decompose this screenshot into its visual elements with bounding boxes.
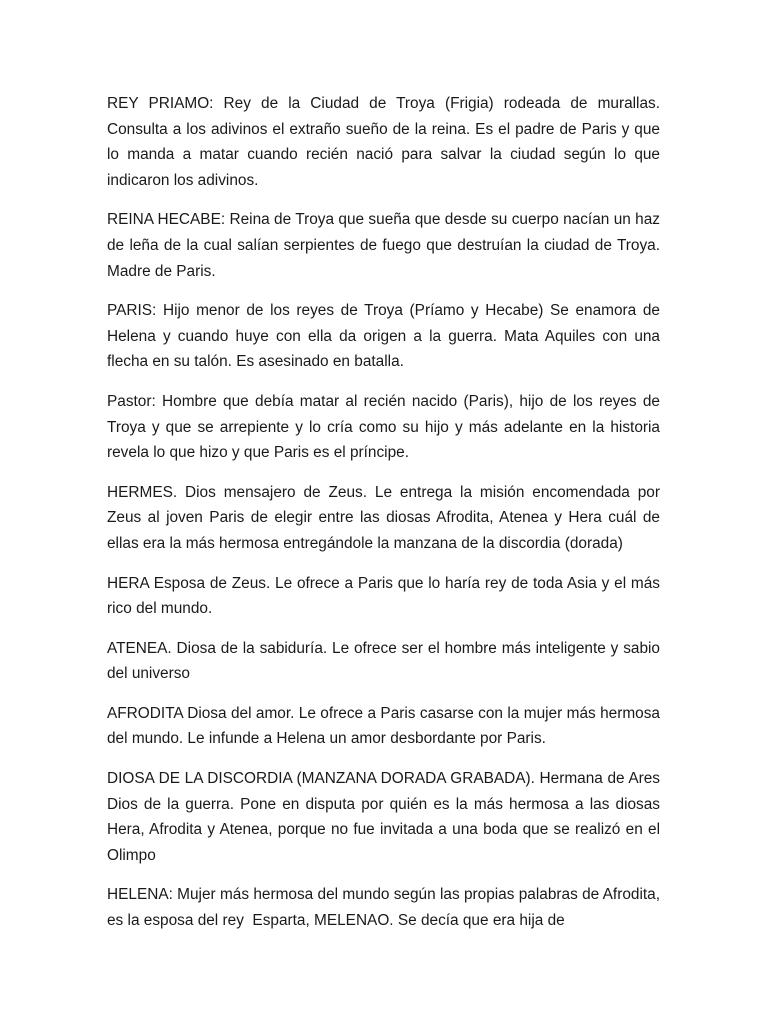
paragraph-hermes: HERMES. Dios mensajero de Zeus. Le entrega la misión encomendada por Zeus al joven Paris de elegir entre las diosas Afrodita, Atenea y Hera cuál de ellas era la más hermosa entregándole la manzana de la discordia (dorada) (107, 483, 665, 552)
paragraph-afrodita: AFRODITA Diosa del amor. Le ofrece a Paris casarse con la mujer más hermosa del mundo. Le infunde a Helena un amor desbordante por Paris. (107, 704, 665, 748)
paragraph-rey-priamo: REY PRIAMO: Rey de la Ciudad de Troya (Frigia) rodeada de murallas. Consulta a los adivinos el extraño sueño de la reina. Es el padre de Paris y que lo manda a matar cuando recién nació para salvar la ciudad según lo que indicaron los adivinos. (107, 95, 665, 189)
paragraph-helena: HELENA: Mujer más hermosa del mundo según las propias palabras de Afrodita, es la esposa del rey Esparta, MELENAO. Se decía que era hija de (107, 886, 665, 930)
paragraph-atenea: ATENEA. Diosa de la sabiduría. Le ofrece ser el hombre más inteligente y sabio del universo (107, 639, 665, 683)
paragraph-paris: PARIS: Hijo menor de los reyes de Troya (Príamo y Hecabe) Se enamora de Helena y cuando huye con ella da origen a la guerra. Mata Aquiles con una flecha en su talón. Es asesinado en batalla. (107, 302, 665, 371)
paragraph-reina-hecabe: REINA HECABE: Reina de Troya que sueña que desde su cuerpo nacían un haz de leña de la cual salían serpientes de fuego que destruían la ciudad de Troya. Madre de Paris. (107, 211, 665, 280)
document-body (107, 91, 665, 948)
paragraph-hera: HERA Esposa de Zeus. Le ofrece a Paris que lo haría rey de toda Asia y el más rico del mundo. (107, 574, 665, 618)
paragraph-diosa-discordia: DIOSA DE LA DISCORDIA (MANZANA DORADA GRABADA). Hermana de Ares Dios de la guerra. Pone en disputa por quién es la más hermosa a las diosas Hera, Afrodita y Atenea, porque no fue invitada a una boda que se realizó en el Olimpo (107, 770, 665, 864)
paragraph-pastor: Pastor: Hombre que debía matar al recién nacido (Paris), hijo de los reyes de Troya y que se arrepiente y lo cría como su hijo y más adelante en la historia revela lo que hizo y que Paris es el príncipe. (107, 392, 665, 462)
